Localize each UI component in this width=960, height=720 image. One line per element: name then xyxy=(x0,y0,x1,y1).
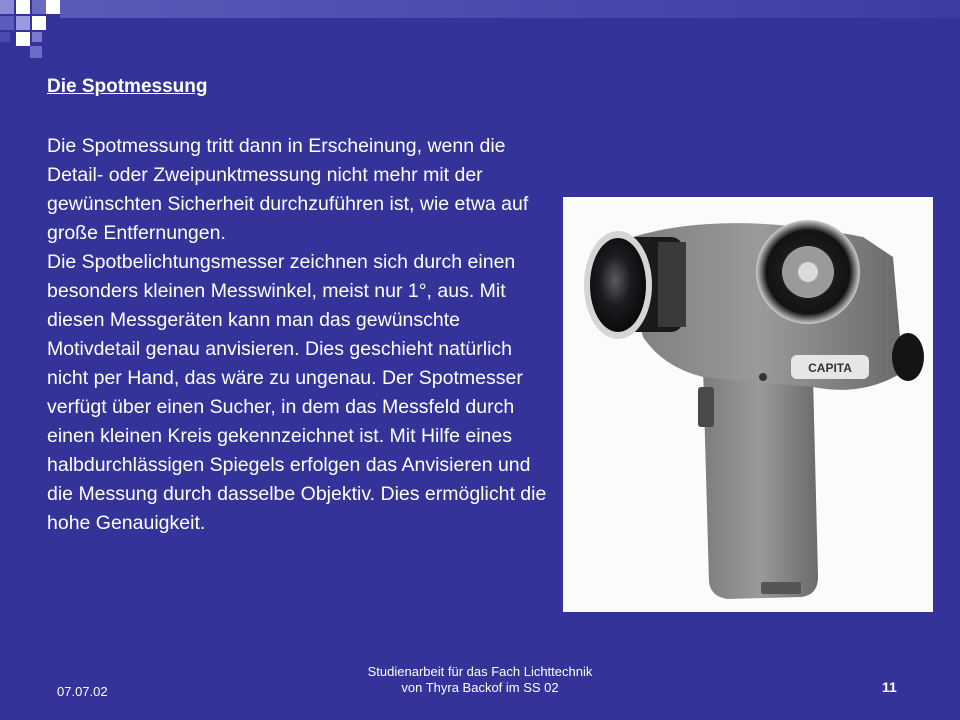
spot-meter-illustration xyxy=(563,197,933,612)
brand-badge: CAPITA xyxy=(808,361,852,375)
corner-decoration xyxy=(0,0,60,60)
corner-squares-graphic xyxy=(0,0,60,60)
footer-line-1: Studienarbeit für das Fach Lichttechnik xyxy=(367,664,593,679)
footer-date: 07.07.02 xyxy=(57,684,108,699)
body-paragraph-1: Die Spotmessung tritt dann in Erscheinung, wenn die Detail- oder Zweipunktmessung nicht mehr mit der gewünschten Sicherheit durchzuführen ist, wie etwa auf große Entfernungen. xyxy=(47,135,529,244)
light-meter-photo xyxy=(563,197,933,612)
body-paragraph-2: Die Spotbelichtungsmesser zeichnen sich durch einen besonders kleinen Messwinkel, meist nur 1°, aus. Mit diesen Messgeräten kann man das gewünschte Motivdetail genau anvisieren. Dies geschieht natürlich nicht per Hand, das wäre zu ungenau. Der Spotmesser verfügt über einen Sucher, in dem das Messfeld durch einen kleinen Kreis gekennzeichnet ist. Mit Hilfe eines halbdurchlässigen Spiegels erfolgen das Anvisieren und die Messung durch dasselbe Objektiv. Dies ermöglicht die hohe Genauigkeit. xyxy=(47,251,547,534)
footer-line-2: von Thyra Backof im SS 02 xyxy=(401,680,559,695)
footer-credits xyxy=(300,664,660,696)
slide-body xyxy=(47,132,557,538)
slide-title: Die Spotmessung xyxy=(47,76,208,97)
top-banner xyxy=(60,0,960,18)
page-number: 11 xyxy=(882,679,897,695)
